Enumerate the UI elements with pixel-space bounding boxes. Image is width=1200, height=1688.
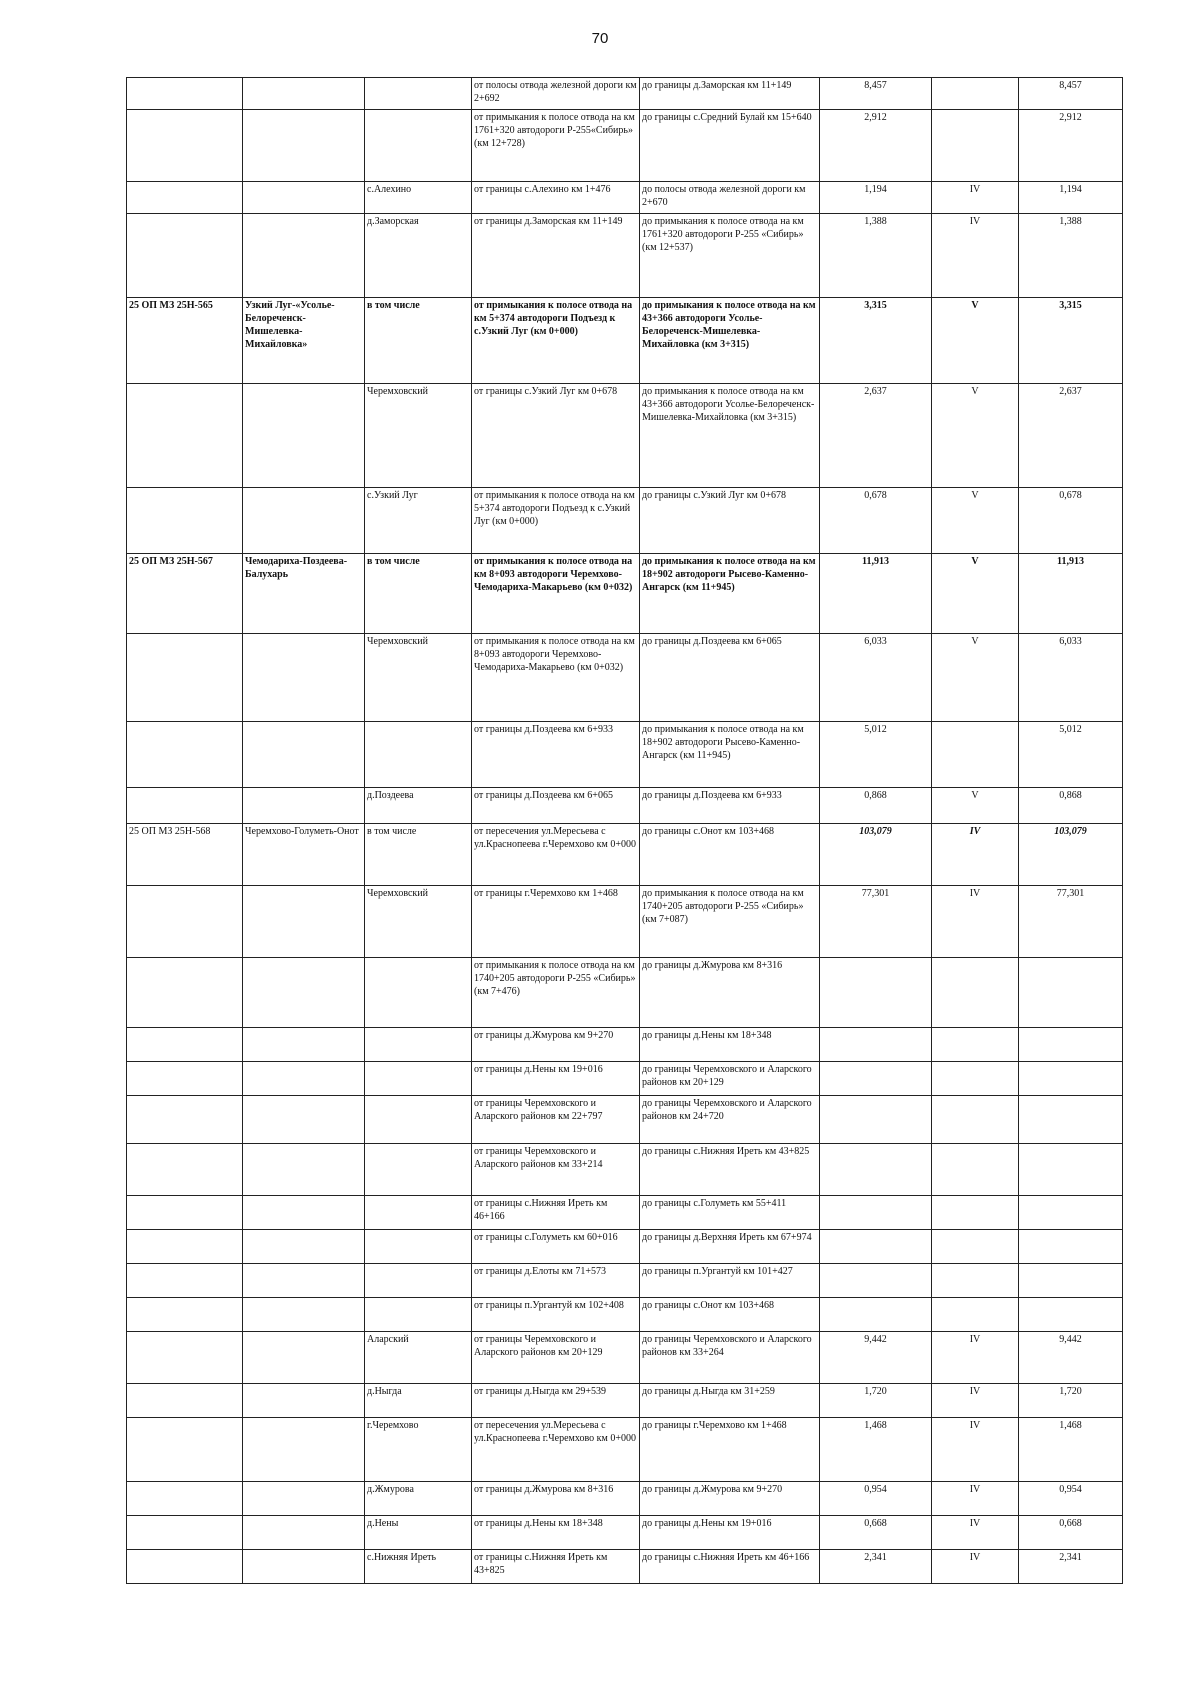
table-row (127, 488, 1123, 554)
category-value (932, 1298, 1019, 1332)
total-value: 0,868 (1019, 788, 1123, 824)
table-row (127, 788, 1123, 824)
category-value: V (932, 488, 1019, 554)
from-point: от границы д.Жмурова км 9+270 (472, 1028, 640, 1062)
road-id (127, 384, 243, 488)
from-point: от примыкания к полосе отвода на км 5+374 автодороги Подъезд к с.Узкий Луг (км 0+000) (472, 298, 640, 384)
length-value (820, 1144, 932, 1196)
section: д.Заморская (365, 214, 472, 298)
from-point: от границы Черемховского и Аларского районов км 33+214 (472, 1144, 640, 1196)
road-id (127, 78, 243, 110)
road-name (243, 1196, 365, 1230)
road-name (243, 182, 365, 214)
from-point: от примыкания к полосе отвода на км 1740+205 автодороги Р-255 «Сибирь» (км 7+476) (472, 958, 640, 1028)
category-value: IV (932, 1516, 1019, 1550)
road-name (243, 1298, 365, 1332)
to-point: до границы Черемховского и Аларского районов км 24+720 (640, 1096, 820, 1144)
table-row (127, 958, 1123, 1028)
category-value: V (932, 634, 1019, 722)
road-name (243, 1332, 365, 1384)
from-point: от границы с.Нижняя Иреть км 43+825 (472, 1550, 640, 1584)
total-value (1019, 1144, 1123, 1196)
to-point: до примыкания к полосе отвода на км 43+366 автодороги Усолье-Белореченск-Мишелевка-Михайловка (км 3+315) (640, 298, 820, 384)
road-name (243, 1096, 365, 1144)
road-name (243, 1550, 365, 1584)
category-value: IV (932, 214, 1019, 298)
section (365, 1144, 472, 1196)
category-value: IV (932, 824, 1019, 886)
road-id: 25 ОП МЗ 25Н-567 (127, 554, 243, 634)
from-point: от границы д.Заморская км 11+149 (472, 214, 640, 298)
section: д.Поздеева (365, 788, 472, 824)
road-id (127, 1028, 243, 1062)
road-name (243, 1230, 365, 1264)
length-value: 0,668 (820, 1516, 932, 1550)
from-point: от границы д.Поздеева км 6+933 (472, 722, 640, 788)
total-value (1019, 1196, 1123, 1230)
road-id: 25 ОП МЗ 25Н-565 (127, 298, 243, 384)
length-value: 5,012 (820, 722, 932, 788)
table-row (127, 214, 1123, 298)
to-point: до границы д.Поздеева км 6+065 (640, 634, 820, 722)
to-point: до примыкания к полосе отвода на км 1740+205 автодороги Р-255 «Сибирь» (км 7+087) (640, 886, 820, 958)
road-id (127, 1482, 243, 1516)
to-point: до примыкания к полосе отвода на км 18+902 автодороги Рысево-Каменно-Ангарск (км 11+945) (640, 554, 820, 634)
road-id (127, 1062, 243, 1096)
road-name (243, 488, 365, 554)
total-value: 1,720 (1019, 1384, 1123, 1418)
section (365, 110, 472, 182)
table-row (127, 384, 1123, 488)
road-id (127, 788, 243, 824)
table-row (127, 722, 1123, 788)
to-point: до границы д.Нены км 19+016 (640, 1516, 820, 1550)
table-row (127, 182, 1123, 214)
road-id (127, 1384, 243, 1418)
total-value: 8,457 (1019, 78, 1123, 110)
from-point: от примыкания к полосе отвода на км 5+374 автодороги Подъезд к с.Узкий Луг (км 0+000) (472, 488, 640, 554)
road-id (127, 1144, 243, 1196)
road-id (127, 1418, 243, 1482)
length-value: 8,457 (820, 78, 932, 110)
to-point: до границы с.Онот км 103+468 (640, 1298, 820, 1332)
to-point: до границы с.Узкий Луг км 0+678 (640, 488, 820, 554)
from-point: от границы д.Нены км 19+016 (472, 1062, 640, 1096)
length-value: 0,678 (820, 488, 932, 554)
length-value: 1,194 (820, 182, 932, 214)
road-name (243, 634, 365, 722)
table-row (127, 110, 1123, 182)
section: в том числе (365, 554, 472, 634)
total-value: 3,315 (1019, 298, 1123, 384)
road-id (127, 1516, 243, 1550)
section: Черемховский (365, 384, 472, 488)
road-id (127, 1230, 243, 1264)
from-point: от пересечения ул.Мересьева с ул.Краснопеева г.Черемхово км 0+000 (472, 824, 640, 886)
to-point: до полосы отвода железной дороги км 2+670 (640, 182, 820, 214)
road-id (127, 182, 243, 214)
road-name (243, 1028, 365, 1062)
section: г.Черемхово (365, 1418, 472, 1482)
road-name (243, 1384, 365, 1418)
to-point: до границы Черемховского и Аларского районов км 20+129 (640, 1062, 820, 1096)
category-value: V (932, 788, 1019, 824)
section (365, 1062, 472, 1096)
from-point: от границы д.Елоты км 71+573 (472, 1264, 640, 1298)
total-value: 1,194 (1019, 182, 1123, 214)
length-value: 11,913 (820, 554, 932, 634)
road-id (127, 722, 243, 788)
to-point: до границы с.Средний Булай км 15+640 (640, 110, 820, 182)
from-point: от пересечения ул.Мересьева с ул.Краснопеева г.Черемхово км 0+000 (472, 1418, 640, 1482)
road-id (127, 1298, 243, 1332)
section (365, 1230, 472, 1264)
section (365, 958, 472, 1028)
category-value (932, 1028, 1019, 1062)
road-name (243, 1418, 365, 1482)
total-value: 2,912 (1019, 110, 1123, 182)
section: д.Жмурова (365, 1482, 472, 1516)
from-point: от границы Черемховского и Аларского районов км 22+797 (472, 1096, 640, 1144)
to-point: до границы с.Нижняя Иреть км 46+166 (640, 1550, 820, 1584)
table-row (127, 1332, 1123, 1384)
from-point: от границы с.Голуметь км 60+016 (472, 1230, 640, 1264)
length-value: 9,442 (820, 1332, 932, 1384)
table-row (127, 1384, 1123, 1418)
length-value: 3,315 (820, 298, 932, 384)
section (365, 78, 472, 110)
to-point: до границы д.Нены км 18+348 (640, 1028, 820, 1062)
table-row (127, 1230, 1123, 1264)
to-point: до границы д.Ныгда км 31+259 (640, 1384, 820, 1418)
total-value (1019, 1230, 1123, 1264)
total-value: 0,668 (1019, 1516, 1123, 1550)
road-id: 25 ОП МЗ 25Н-568 (127, 824, 243, 886)
category-value (932, 722, 1019, 788)
from-point: от границы д.Ныгда км 29+539 (472, 1384, 640, 1418)
road-id (127, 488, 243, 554)
category-value: IV (932, 182, 1019, 214)
road-name (243, 1482, 365, 1516)
to-point: до примыкания к полосе отвода на км 43+366 автодороги Усолье-Белореченск-Мишелевка-Михайловка (км 3+315) (640, 384, 820, 488)
to-point: до границы с.Нижняя Иреть км 43+825 (640, 1144, 820, 1196)
from-point: от границы с.Нижняя Иреть км 46+166 (472, 1196, 640, 1230)
road-name (243, 1062, 365, 1096)
category-value: IV (932, 1550, 1019, 1584)
length-value (820, 958, 932, 1028)
category-value (932, 958, 1019, 1028)
length-value: 1,468 (820, 1418, 932, 1482)
total-value: 1,468 (1019, 1418, 1123, 1482)
table-row (127, 634, 1123, 722)
length-value (820, 1196, 932, 1230)
page-number: 70 (591, 30, 609, 47)
to-point: до границы г.Черемхово км 1+468 (640, 1418, 820, 1482)
to-point: до примыкания к полосе отвода на км 1761+320 автодороги Р-255 «Сибирь» (км 12+537) (640, 214, 820, 298)
road-name (243, 1516, 365, 1550)
table-row (127, 1516, 1123, 1550)
from-point: от границы Черемховского и Аларского районов км 20+129 (472, 1332, 640, 1384)
section: с.Алехино (365, 182, 472, 214)
road-name (243, 886, 365, 958)
category-value: IV (932, 886, 1019, 958)
length-value (820, 1096, 932, 1144)
road-name (243, 78, 365, 110)
table-row (127, 1196, 1123, 1230)
table-row (127, 1028, 1123, 1062)
road-name (243, 384, 365, 488)
total-value: 0,678 (1019, 488, 1123, 554)
length-value: 1,388 (820, 214, 932, 298)
section (365, 1196, 472, 1230)
category-value (932, 1230, 1019, 1264)
total-value (1019, 1298, 1123, 1332)
road-name: Чемодариха-Поздеева-Балухарь (243, 554, 365, 634)
to-point: до границы с.Онот км 103+468 (640, 824, 820, 886)
road-id (127, 1550, 243, 1584)
road-name (243, 214, 365, 298)
section (365, 722, 472, 788)
from-point: от примыкания к полосе отвода на км 8+093 автодороги Черемхово-Чемодариха-Макарьево (км 0+032) (472, 554, 640, 634)
length-value: 6,033 (820, 634, 932, 722)
to-point: до границы д.Жмурова км 8+316 (640, 958, 820, 1028)
category-value (932, 78, 1019, 110)
category-value (932, 1264, 1019, 1298)
section: с.Узкий Луг (365, 488, 472, 554)
length-value (820, 1298, 932, 1332)
category-value (932, 110, 1019, 182)
table-row (127, 78, 1123, 110)
length-value (820, 1062, 932, 1096)
category-value: V (932, 384, 1019, 488)
section: д.Нены (365, 1516, 472, 1550)
table-row (127, 1096, 1123, 1144)
category-value: IV (932, 1332, 1019, 1384)
road-id (127, 214, 243, 298)
length-value (820, 1028, 932, 1062)
section: д.Ныгда (365, 1384, 472, 1418)
length-value: 2,637 (820, 384, 932, 488)
category-value (932, 1196, 1019, 1230)
total-value: 6,033 (1019, 634, 1123, 722)
category-value (932, 1144, 1019, 1196)
from-point: от примыкания к полосе отвода на км 8+093 автодороги Черемхово-Чемодариха-Макарьево (км 0+032) (472, 634, 640, 722)
from-point: от границы с.Узкий Луг км 0+678 (472, 384, 640, 488)
category-value (932, 1096, 1019, 1144)
section: Аларский (365, 1332, 472, 1384)
total-value: 2,341 (1019, 1550, 1123, 1584)
from-point: от границы г.Черемхово км 1+468 (472, 886, 640, 958)
to-point: до границы Черемховского и Аларского районов км 33+264 (640, 1332, 820, 1384)
category-value (932, 1062, 1019, 1096)
section: Черемховский (365, 886, 472, 958)
table-row (127, 554, 1123, 634)
length-value: 1,720 (820, 1384, 932, 1418)
road-id (127, 1196, 243, 1230)
length-value (820, 1264, 932, 1298)
road-id (127, 958, 243, 1028)
table-row (127, 1144, 1123, 1196)
table-row (127, 824, 1123, 886)
to-point: до границы с.Голуметь км 55+411 (640, 1196, 820, 1230)
total-value: 77,301 (1019, 886, 1123, 958)
road-id (127, 1096, 243, 1144)
total-value (1019, 1062, 1123, 1096)
from-point: от границы д.Нены км 18+348 (472, 1516, 640, 1550)
table-row (127, 886, 1123, 958)
section (365, 1096, 472, 1144)
length-value: 0,954 (820, 1482, 932, 1516)
total-value: 2,637 (1019, 384, 1123, 488)
road-id (127, 1332, 243, 1384)
category-value: IV (932, 1482, 1019, 1516)
from-point: от границы д.Жмурова км 8+316 (472, 1482, 640, 1516)
road-name (243, 1144, 365, 1196)
road-id (127, 1264, 243, 1298)
section (365, 1028, 472, 1062)
road-name (243, 788, 365, 824)
road-name: Черемхово-Голуметь-Онот (243, 824, 365, 886)
table-row (127, 1298, 1123, 1332)
section: в том числе (365, 824, 472, 886)
table-row (127, 1550, 1123, 1584)
total-value: 1,388 (1019, 214, 1123, 298)
to-point: до примыкания к полосе отвода на км 18+902 автодороги Рысево-Каменно-Ангарск (км 11+945) (640, 722, 820, 788)
length-value: 2,341 (820, 1550, 932, 1584)
from-point: от границы д.Поздеева км 6+065 (472, 788, 640, 824)
section (365, 1298, 472, 1332)
table-row (127, 1482, 1123, 1516)
length-value: 77,301 (820, 886, 932, 958)
total-value: 9,442 (1019, 1332, 1123, 1384)
total-value: 103,079 (1019, 824, 1123, 886)
from-point: от примыкания к полосе отвода на км 1761+320 автодороги Р-255«Сибирь» (км 12+728) (472, 110, 640, 182)
road-name (243, 110, 365, 182)
road-id (127, 634, 243, 722)
length-value: 0,868 (820, 788, 932, 824)
total-value (1019, 958, 1123, 1028)
total-value: 5,012 (1019, 722, 1123, 788)
category-value: IV (932, 1384, 1019, 1418)
length-value: 103,079 (820, 824, 932, 886)
from-point: от полосы отвода железной дороги км 2+692 (472, 78, 640, 110)
road-id (127, 110, 243, 182)
road-name (243, 958, 365, 1028)
length-value: 2,912 (820, 110, 932, 182)
section: в том числе (365, 298, 472, 384)
table-row (127, 1264, 1123, 1298)
section: Черемховский (365, 634, 472, 722)
length-value (820, 1230, 932, 1264)
road-registry-table (126, 77, 1123, 1584)
table-row (127, 1062, 1123, 1096)
road-name (243, 722, 365, 788)
section: с.Нижняя Иреть (365, 1550, 472, 1584)
from-point: от границы п.Ургантуй км 102+408 (472, 1298, 640, 1332)
category-value: IV (932, 1418, 1019, 1482)
to-point: до границы д.Верхняя Иреть км 67+974 (640, 1230, 820, 1264)
total-value (1019, 1096, 1123, 1144)
from-point: от границы с.Алехино км 1+476 (472, 182, 640, 214)
to-point: до границы п.Ургантуй км 101+427 (640, 1264, 820, 1298)
total-value (1019, 1028, 1123, 1062)
table-row (127, 298, 1123, 384)
to-point: до границы д.Жмурова км 9+270 (640, 1482, 820, 1516)
category-value: V (932, 554, 1019, 634)
total-value: 11,913 (1019, 554, 1123, 634)
road-id (127, 886, 243, 958)
total-value (1019, 1264, 1123, 1298)
category-value: V (932, 298, 1019, 384)
road-name (243, 1264, 365, 1298)
total-value: 0,954 (1019, 1482, 1123, 1516)
section (365, 1264, 472, 1298)
table-row (127, 1418, 1123, 1482)
to-point: до границы д.Поздеева км 6+933 (640, 788, 820, 824)
to-point: до границы д.Заморская км 11+149 (640, 78, 820, 110)
road-name: Узкий Луг-«Усолье-Белореченск-Мишелевка-Михайловка» (243, 298, 365, 384)
